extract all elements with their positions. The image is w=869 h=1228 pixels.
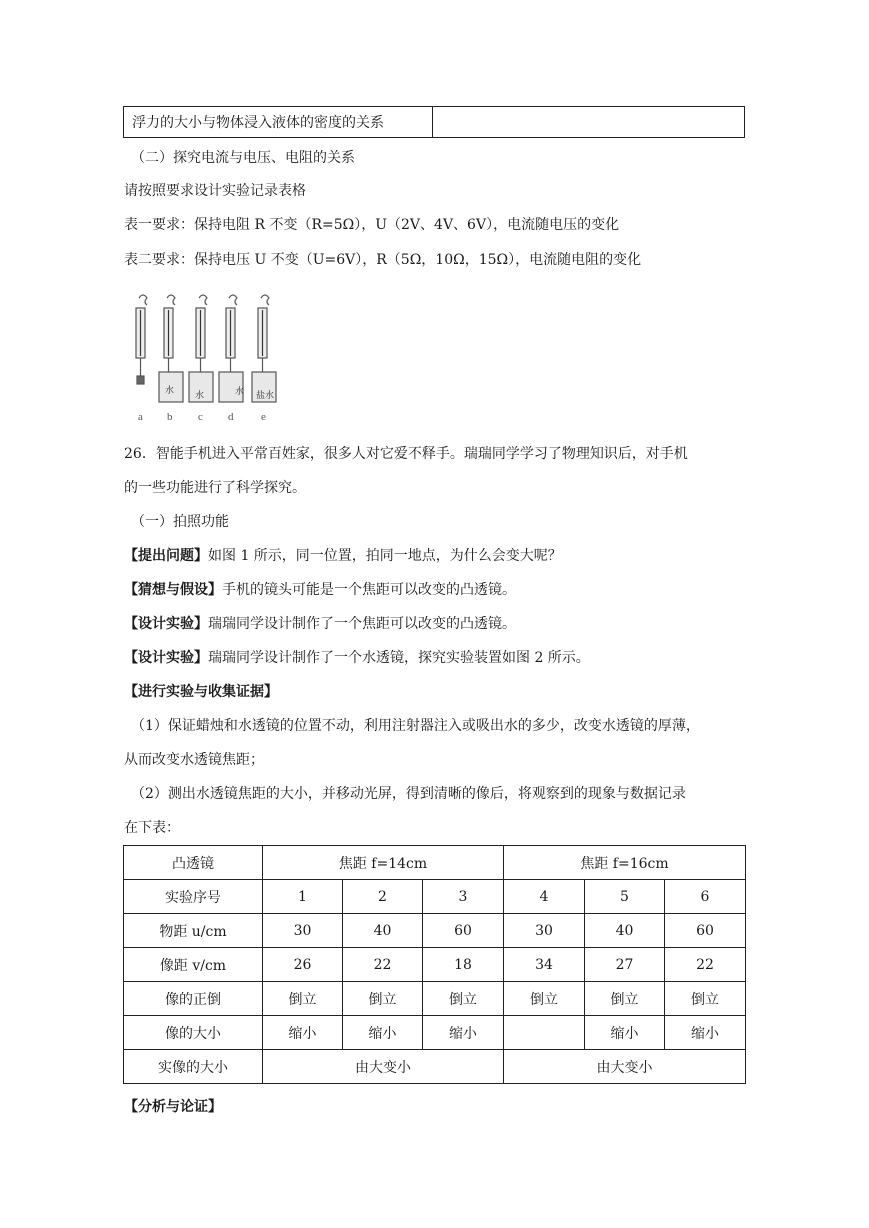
liquid-label-b: 水 <box>165 385 175 395</box>
table-row <box>124 880 746 914</box>
liquid-label-e: 盐水 <box>256 390 275 400</box>
table-cell: 缩小 <box>343 1016 423 1050</box>
step2-line2: 在下表： <box>124 820 180 836</box>
table-cell: 18 <box>423 948 504 982</box>
buoyancy-table <box>123 106 745 138</box>
figure-label-b: b <box>167 411 173 423</box>
hypothesis-paragraph <box>124 580 516 600</box>
table-cell: 3 <box>423 880 504 914</box>
table-row <box>124 982 746 1016</box>
design2-paragraph <box>124 648 590 668</box>
row-label: 实像的大小 <box>124 1050 263 1084</box>
lens-data-table <box>123 845 746 1084</box>
table-cell: 缩小 <box>585 1016 665 1050</box>
table-row <box>124 914 746 948</box>
table-cell: 倒立 <box>585 982 665 1016</box>
design2-text: 瑞瑞同学设计制作了一个水透镜，探究实验装置如图 2 所示。 <box>208 650 590 666</box>
step2-line1: （2）测出水透镜焦距的大小，并移动光屏，得到清晰的像后，将观察到的现象与数据记录 <box>131 786 686 802</box>
table-cell: 6 <box>665 880 746 914</box>
table-cell: 4 <box>504 880 585 914</box>
analysis-tag: 【分析与论证】 <box>124 1099 222 1115</box>
q26-sub1: （一）拍照功能 <box>131 514 229 530</box>
table-cell: 倒立 <box>343 982 423 1016</box>
design2-tag: 【设计实验】 <box>124 650 208 666</box>
table-cell: 40 <box>343 914 423 948</box>
table-cell: 缩小 <box>665 1016 746 1050</box>
table-cell: 27 <box>585 948 665 982</box>
design1-paragraph <box>124 614 516 634</box>
spring-scale-c <box>189 295 213 402</box>
section2-heading: （二）探究电流与电压、电阻的关系 <box>131 150 355 166</box>
row-label: 像的大小 <box>124 1016 263 1050</box>
liquid-label-d: 水 <box>235 386 245 396</box>
section2-req1: 表一要求：保持电阻 R 不变（R=5Ω），U（2V、4V、6V），电流随电压的变化 <box>124 217 620 233</box>
table-cell: 60 <box>665 914 746 948</box>
figure-label-d: d <box>228 411 234 423</box>
table-cell: 30 <box>504 914 585 948</box>
table-cell: 2 <box>343 880 423 914</box>
spring-scale-a <box>136 295 147 384</box>
question-paragraph <box>124 546 562 566</box>
question-tag: 【提出问题】 <box>124 548 208 564</box>
table-cell: 倒立 <box>423 982 504 1016</box>
table-cell: 40 <box>585 914 665 948</box>
header-lens: 凸透镜 <box>124 846 263 880</box>
table-header-row <box>124 846 746 880</box>
table-cell: 30 <box>263 914 343 948</box>
table-cell: 缩小 <box>263 1016 343 1050</box>
hypothesis-text: 手机的镜头可能是一个焦距可以改变的凸透镜。 <box>222 582 516 598</box>
table-cell: 22 <box>665 948 746 982</box>
table-row <box>124 948 746 982</box>
row-label: 实验序号 <box>124 880 263 914</box>
q26-line2: 的一些功能进行了科学探究。 <box>124 480 306 496</box>
table-cell: 34 <box>504 948 585 982</box>
header-focal-16: 焦距 f=16cm <box>504 846 746 880</box>
table-cell: 26 <box>263 948 343 982</box>
buoyancy-cell-label: 浮力的大小与物体浸入液体的密度的关系 <box>124 107 433 138</box>
table-row <box>124 1050 746 1084</box>
spring-scale-e <box>252 295 276 402</box>
q26-line1: 26．智能手机进入平常百姓家，很多人对它爱不释手。瑞瑞同学学习了物理知识后，对手机 <box>124 446 688 462</box>
hypothesis-tag: 【猜想与假设】 <box>124 582 222 598</box>
table-cell: 倒立 <box>504 982 585 1016</box>
figure-label-e: e <box>261 411 266 423</box>
row-label: 像的正倒 <box>124 982 263 1016</box>
figure-label-a: a <box>138 411 143 423</box>
table-cell: 60 <box>423 914 504 948</box>
table-cell: 倒立 <box>263 982 343 1016</box>
row-label: 物距 u/cm <box>124 914 263 948</box>
table-cell: 由大变小 <box>504 1050 746 1084</box>
table-cell: 倒立 <box>665 982 746 1016</box>
spring-scale-figure <box>125 290 295 425</box>
table-cell: 5 <box>585 880 665 914</box>
conduct-tag: 【进行实验与收集证据】 <box>124 684 278 700</box>
section2-instruction: 请按照要求设计实验记录表格 <box>124 183 306 199</box>
step1-line2: 从而改变水透镜焦距； <box>124 752 264 768</box>
table-cell: 1 <box>263 880 343 914</box>
design1-tag: 【设计实验】 <box>124 616 208 632</box>
design1-text: 瑞瑞同学设计制作了一个焦距可以改变的凸透镜。 <box>208 616 516 632</box>
table-cell: 22 <box>343 948 423 982</box>
table-cell: 缩小 <box>423 1016 504 1050</box>
buoyancy-cell-answer <box>433 107 745 138</box>
step1-line1: （1）保证蜡烛和水透镜的位置不动，利用注射器注入或吸出水的多少，改变水透镜的厚薄， <box>131 718 700 734</box>
table-cell <box>504 1016 585 1050</box>
figure-label-c: c <box>198 411 203 423</box>
row-label: 像距 v/cm <box>124 948 263 982</box>
table-row <box>124 1016 746 1050</box>
table-cell: 由大变小 <box>263 1050 504 1084</box>
question-text: 如图 1 所示，同一位置，拍同一地点，为什么会变大呢？ <box>208 548 562 564</box>
liquid-label-c: 水 <box>195 390 205 400</box>
header-focal-14: 焦距 f=14cm <box>263 846 504 880</box>
section2-req2: 表二要求：保持电压 U 不变（U=6V），R（5Ω，10Ω，15Ω），电流随电阻的变化 <box>124 252 642 268</box>
